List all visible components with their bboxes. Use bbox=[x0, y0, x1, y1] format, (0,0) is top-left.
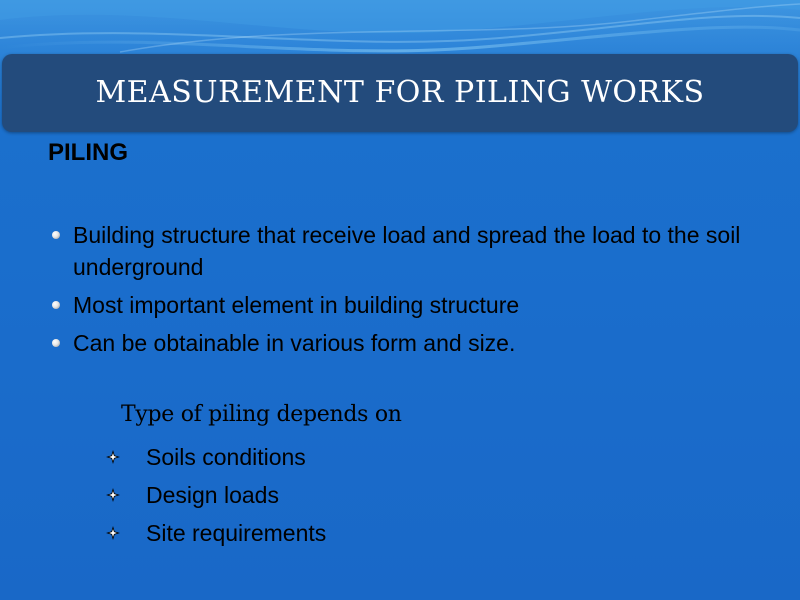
sub-list bbox=[104, 441, 326, 555]
list-item-text: Can be obtainable in various form and size. bbox=[73, 330, 516, 356]
sub-list-item bbox=[104, 479, 326, 511]
bullet-dot-icon bbox=[52, 231, 60, 239]
bullet-list bbox=[48, 219, 748, 365]
sub-list-item-text: Site requirements bbox=[146, 520, 327, 546]
list-item-text: Building structure that receive load and spread the load to the soil underground bbox=[73, 222, 741, 280]
list-item bbox=[48, 327, 748, 359]
section-heading: PILING bbox=[48, 139, 129, 166]
sub-list-item bbox=[104, 441, 326, 473]
sub-list-item-text: Design loads bbox=[146, 482, 279, 508]
list-item bbox=[48, 289, 748, 321]
sub-list-item-text: Soils conditions bbox=[146, 444, 306, 470]
diamond-bullet-icon bbox=[106, 450, 120, 464]
bullet-dot-icon bbox=[52, 301, 60, 309]
sub-heading: Type of piling depends on bbox=[121, 402, 402, 427]
slide-title: MEASUREMENT FOR PILING WORKS bbox=[95, 74, 705, 110]
title-bar bbox=[2, 54, 798, 132]
diamond-bullet-icon bbox=[106, 526, 120, 540]
sub-list-item bbox=[104, 517, 326, 549]
list-item-text: Most important element in building structure bbox=[73, 292, 520, 318]
diamond-bullet-icon bbox=[106, 488, 120, 502]
bullet-dot-icon bbox=[52, 339, 60, 347]
list-item bbox=[48, 219, 748, 283]
